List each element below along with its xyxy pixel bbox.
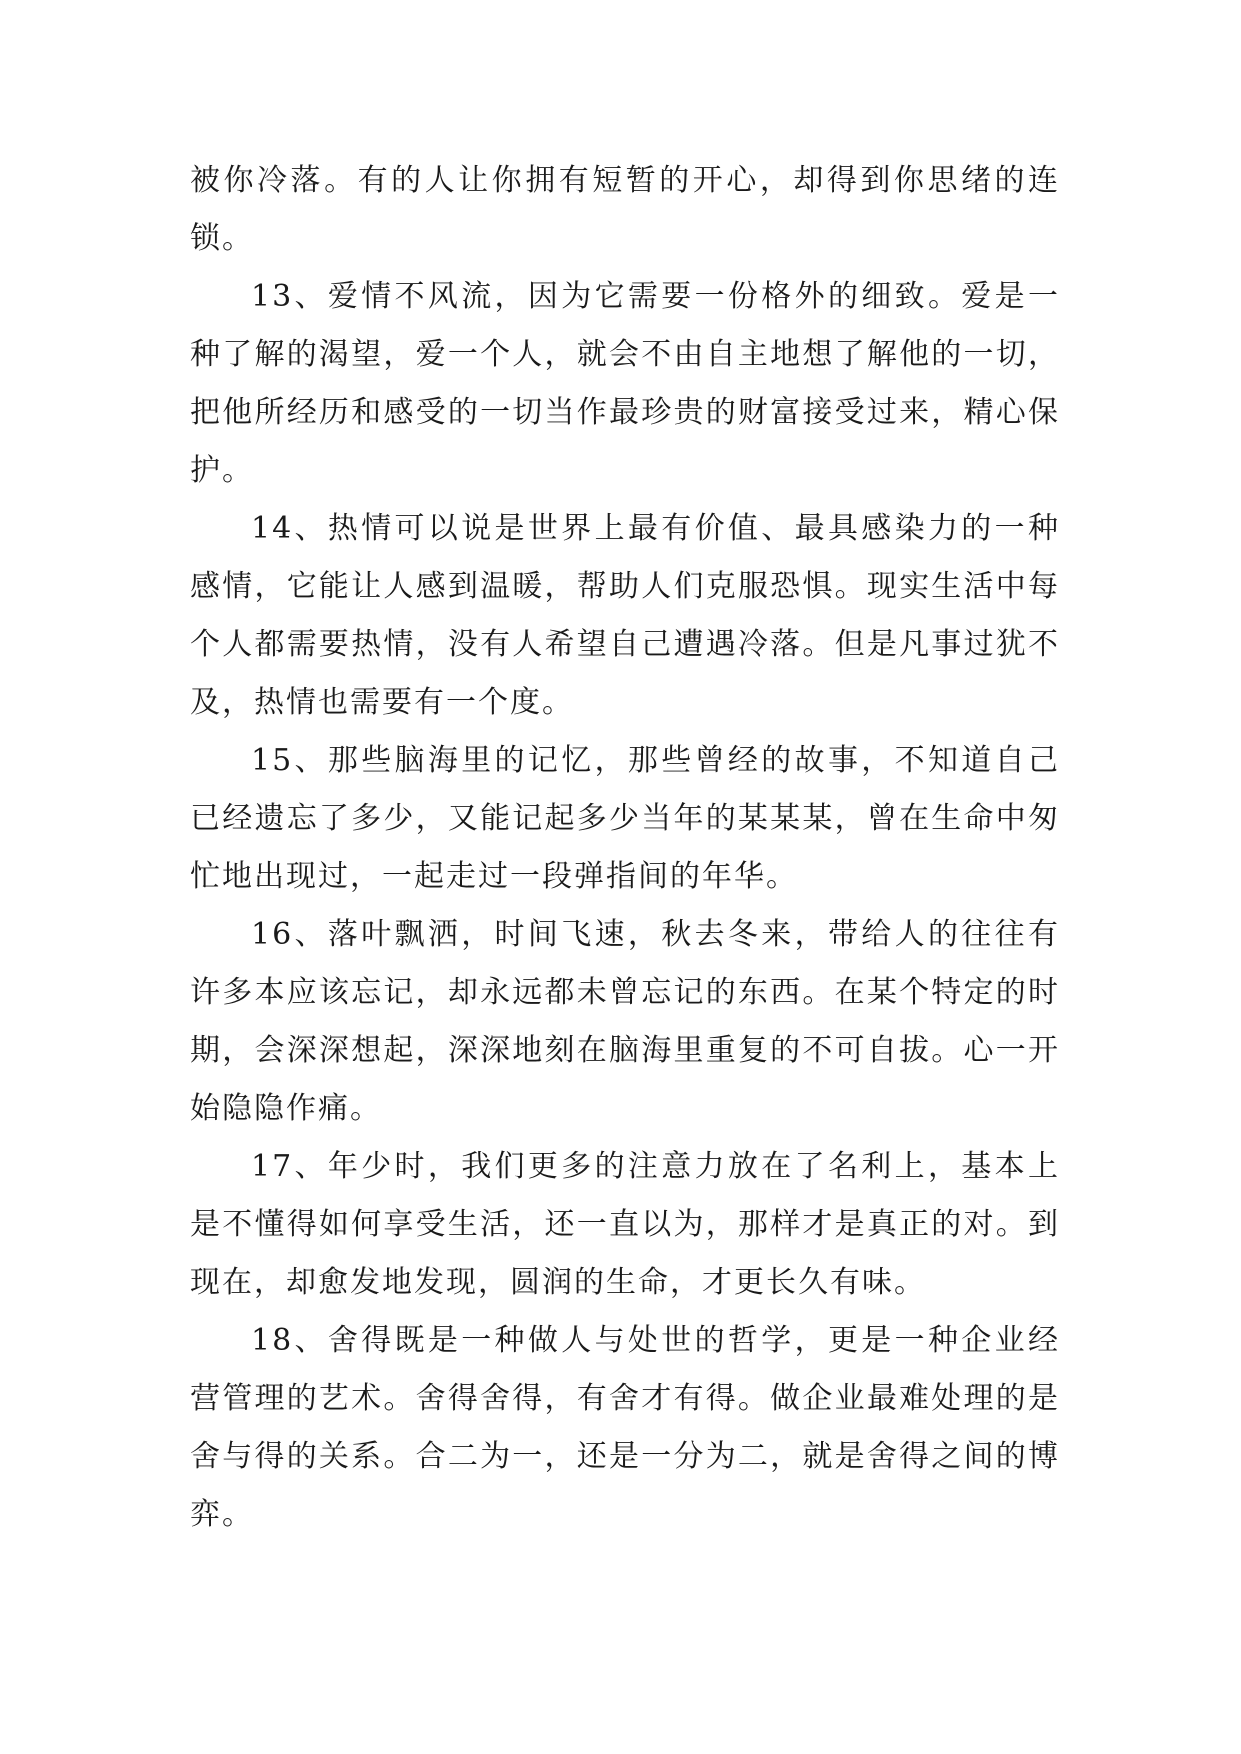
paragraph-13: 13、爱情不风流，因为它需要一份格外的细致。爱是一种了解的渴望，爱一个人，就会不由自主地想了解他的一切，把他所经历和感受的一切当作最珍贵的财富接受过来，精心保护。: [190, 279, 1060, 488]
paragraph-18: 18、舍得既是一种做人与处世的哲学，更是一种企业经营管理的艺术。舍得舍得，有舍才有得。做企业最难处理的是舍与得的关系。合二为一，还是一分为二，就是舍得之间的博弈。: [190, 1323, 1060, 1532]
document-page: [190, 152, 1060, 1544]
paragraph-16: 16、落叶飘洒，时间飞速，秋去冬来，带给人的往往有许多本应该忘记，却永远都未曾忘记的东西。在某个特定的时期，会深深想起，深深地刻在脑海里重复的不可自拔。心一开始隐隐作痛。: [190, 917, 1060, 1126]
paragraph-17: 17、年少时，我们更多的注意力放在了名利上，基本上是不懂得如何享受生活，还一直以为，那样才是真正的对。到现在，却愈发地发现，圆润的生命，才更长久有味。: [190, 1149, 1060, 1300]
paragraph-15: 15、那些脑海里的记忆，那些曾经的故事，不知道自己已经遗忘了多少，又能记起多少当年的某某某，曾在生命中匆忙地出现过，一起走过一段弹指间的年华。: [190, 743, 1060, 894]
paragraph-continuation: 被你冷落。有的人让你拥有短暂的开心，却得到你思绪的连锁。: [190, 163, 1060, 256]
paragraph-14: 14、热情可以说是世界上最有价值、最具感染力的一种感情，它能让人感到温暖，帮助人们克服恐惧。现实生活中每个人都需要热情，没有人希望自己遭遇冷落。但是凡事过犹不及，热情也需要有一个度。: [190, 511, 1060, 720]
